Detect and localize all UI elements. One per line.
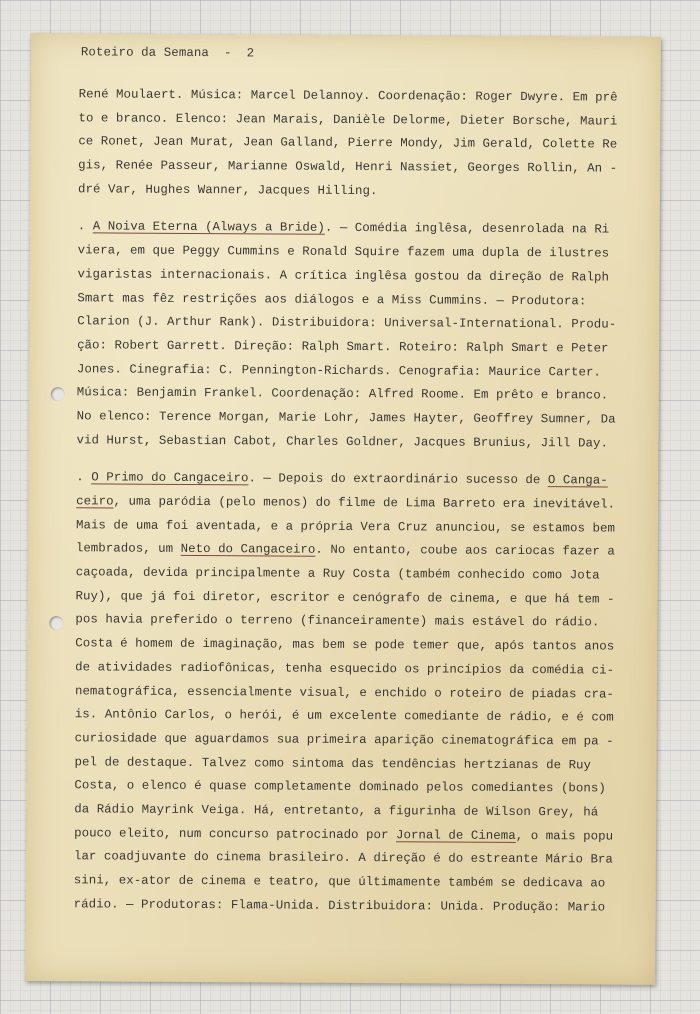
text-segment: nematográfica, essencialmente visual, e enchido o roteiro de piadas cra- — [74, 683, 614, 702]
text-line — [78, 107, 638, 134]
text-line — [78, 131, 638, 158]
text-segment: lar coadjuvante do cinema brasileiro. A direção é do estreante Mário Bra — [73, 849, 613, 867]
text-segment: Costa é homem de imaginação, mas bem se pode temer que, após tantos anos — [75, 636, 615, 654]
text-line — [75, 656, 635, 683]
typewritten-page — [25, 33, 661, 985]
text-segment: Costa, o elenco é quase completamente dominado pelos comediantes (bons) — [74, 778, 606, 796]
text-segment: da Rádio Mayrink Veiga. Há, entretanto, a figurinha de Wilson Grey, há — [74, 802, 599, 820]
text-line — [74, 775, 634, 802]
underlined-title: O Primo do Cangaceiro — [91, 470, 249, 486]
text-segment: Ruy), que já foi diretor, escritor e cenógrafo de cinema, e que há tem - — [75, 589, 615, 607]
text-segment: Clarion (J. Arthur Rank). Distribuidora: Universal-International. Produ- — [77, 314, 617, 332]
text-line — [76, 467, 636, 494]
text-line — [75, 703, 635, 730]
text-line — [77, 405, 637, 432]
text-segment: . — [77, 219, 93, 234]
text-segment: René Moulaert. Música: Marcel Delannoy. Coordenação: Roger Dwyre. Em prê — [78, 87, 618, 105]
text-line — [78, 178, 638, 205]
text-segment: , uma paródia (pelo menos) do filme de Lima Barreto era inevitável. — [113, 494, 616, 512]
text-segment: viera, em que Peggy Cummins e Ronald Squire fazem uma dupla de ilustres — [77, 243, 610, 261]
punch-hole-upper — [51, 387, 65, 401]
text-segment: Música: Benjamin Frankel. Coordenação: Alfred Roome. Em prêto e branco. — [76, 385, 609, 403]
text-line — [76, 490, 636, 517]
text-line — [75, 727, 635, 754]
text-segment: to e branco. Elenco: Jean Marais, Danièle Delorme, Dieter Borsche, Mauri — [78, 110, 618, 129]
paragraph — [74, 467, 637, 920]
text-line — [75, 585, 635, 612]
text-segment: No elenco: Terence Morgan, Marie Lohr, James Hayter, Geoffrey Sumner, Da — [76, 409, 616, 427]
text-segment: is. Antônio Carlos, o herói, é um excelente comediante de rádio, e é com — [74, 707, 614, 725]
page-header: Roteiro da Semana - 2 — [80, 45, 255, 61]
text-segment: pel de destaque. Talvez como sintoma das tendências hertzianas de Ruy — [74, 754, 592, 772]
text-line — [75, 632, 635, 659]
text-line — [75, 609, 635, 636]
text-segment: Smart mas fêz restrições aos diálogos e a Miss Cummins. — Produtora: — [77, 290, 587, 308]
underlined-title: Jornal de Cinema — [395, 827, 516, 843]
text-segment: rádio. — Produtoras: Flama-Unida. Distribuidora: Unida. Produção: Mario — [73, 896, 606, 915]
text-line — [74, 869, 634, 896]
text-line — [77, 382, 637, 409]
text-line — [74, 751, 634, 778]
text-segment: vigaristas internacionais. A crítica inglêsa gostou da direção de Ralph — [77, 267, 610, 285]
underlined-title: ceiro — [76, 494, 114, 509]
text-segment: . — Depois do extraordinário sucesso de — [248, 471, 548, 488]
text-segment: de atividades radiofônicas, tenha esquecido os princípios da comédia ci- — [75, 660, 615, 678]
text-line — [77, 334, 637, 361]
text-line — [77, 263, 637, 290]
text-line — [76, 561, 636, 588]
text-line — [78, 216, 638, 243]
text-segment: pouco eleito, num concurso patrocinado por — [74, 825, 397, 842]
text-line — [76, 429, 636, 456]
document-body — [74, 83, 639, 934]
text-segment: Jones. Cinegrafia: C. Pennington-Richards. Cenografia: Maurice Carter. — [76, 361, 601, 380]
text-line — [77, 358, 637, 385]
text-segment: curiosidade que aguardamos sua primeira aparição cinematográfica em pa - — [74, 731, 614, 749]
text-line — [74, 798, 634, 825]
text-segment: , o mais popu — [515, 828, 614, 844]
text-segment: vid Hurst, Sebastian Cabot, Charles Goldner, Jacques Brunius, Jill Day. — [76, 432, 609, 451]
text-segment: pos havia preferido o terreno (financeiramente) mais estável do rádio. — [75, 612, 600, 630]
text-segment: gis, Renée Passeur, Marianne Oswald, Henri Nassiet, Georges Rollin, An - — [78, 158, 618, 176]
text-segment: . — [76, 470, 92, 485]
underlined-title: O Canga- — [547, 473, 608, 488]
punch-hole-lower — [49, 616, 63, 630]
underlined-title: A Noiva Eterna (Always a Bride) — [92, 219, 325, 236]
text-line — [75, 680, 635, 707]
text-line — [76, 538, 636, 565]
text-line — [79, 83, 639, 110]
text-segment: dré Var, Hughes Wanner, Jacques Hilling. — [78, 182, 378, 198]
text-segment: ce Ronet, Jean Murat, Jean Galland, Pierre Mondy, Jim Gerald, Colette Re — [78, 134, 618, 152]
text-line — [74, 846, 634, 873]
text-line — [77, 287, 637, 314]
text-line — [77, 310, 637, 337]
text-line — [74, 893, 634, 920]
text-line — [74, 822, 634, 849]
text-line — [76, 514, 636, 541]
text-segment: lembrados, um — [75, 541, 181, 557]
paragraph — [78, 83, 639, 205]
paragraph — [76, 216, 637, 456]
text-line — [78, 154, 638, 181]
text-segment: sini, ex-ator de cinema e teatro, que últimamente também se dedicava ao — [73, 873, 606, 891]
text-segment: caçoada, devida principalmente a Ruy Costa (também conhecido como Jota — [75, 565, 600, 583]
text-segment: ção: Robert Garrett. Direção: Ralph Smart. Roteiro: Ralph Smart e Peter — [77, 338, 609, 356]
text-line — [78, 239, 638, 266]
text-segment: . — Comédia inglêsa, desenrolada na Ri — [324, 221, 610, 237]
text-segment: . No entanto, coube aos cariocas fazer a — [315, 543, 615, 559]
underlined-title: Neto do Cangaceiro — [180, 542, 316, 558]
text-segment: Mais de uma foi aventada, e a própria Vera Cruz anunciou, se estamos bem — [75, 517, 615, 536]
